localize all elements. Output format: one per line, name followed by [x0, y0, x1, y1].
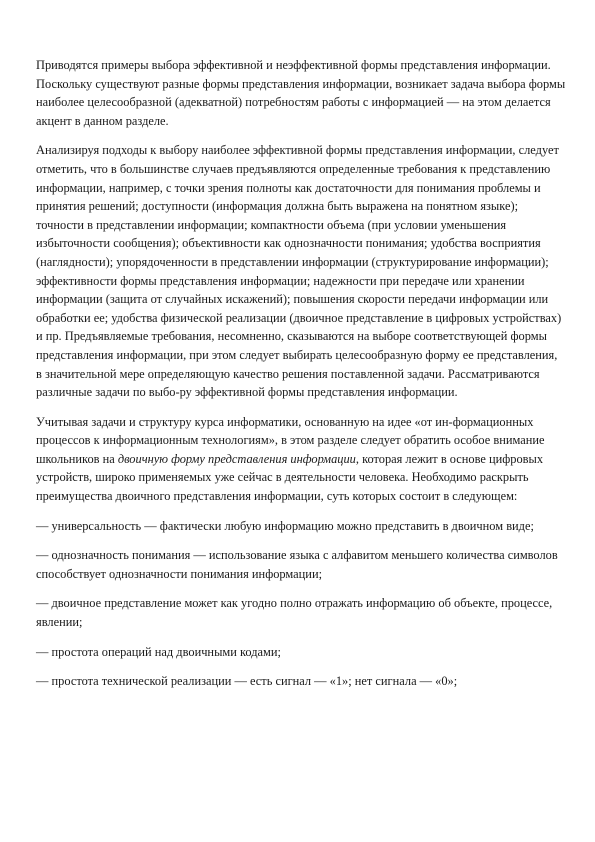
paragraph-requirements: Анализируя подходы к выбору наиболее эффективной формы представления информации, следует отметить, что в большинстве случаев предъявляются определенные требования к представлению информации, например, с точки зрения полноты как достаточности для понимания проблемы и принятия решений; доступности (информация должна быть выражена на понятном языке); точности в представлении информации; компактности объема (при условии уменьшения избыточности сообщения); объективности как однозначности понимания; удобства восприятия (наглядности); упорядоченности в представлении информации (структурирование информации); эффективности формы представления информации; надежности при передаче или хранении информации (защита от случайных искажений); повышения скорости передачи информации или обработки ее; удобства физической реализации (двоичное представление в цифровых устройствах) и пр. Предъявляемые требования, несомненно, сказываются на выборе соответствующей формы представления информации, при этом следует выбирать целесообразную форму ее представления, в значительной мере определяющую качество решения поставленной задачи. Рассматриваются различные задачи по выбо-ру эффективной формы представления информации. — [36, 143, 562, 400]
list-item-unambiguity: — однозначность понимания — использование языка с алфавитом меньшего количества символов способствует однозначности понимания информации; — [36, 548, 558, 581]
emphasis-binary-form: двоичную форму представления информации — [117, 451, 356, 466]
list-item-universality: — универсальность — фактически любую информацию можно представить в двоичном виде; — [36, 518, 534, 533]
paragraph-intro: Приводятся примеры выбора эффективной и неэффективной формы представления информации. Поскольку существуют разные формы представления информации, возникает задача выбора формы наиболее целесообразной (адекватной) потребностям работы с информацией — на этом делается акцент в данном разделе. — [36, 58, 566, 128]
list-item-simple-implementation: — простота технической реализации — есть сигнал — «1»; нет сигнала — «0»; — [36, 674, 458, 689]
paragraph-binary-form-tail: , которая лежит в основе цифровых устройств, широко применяемых уже сейчас в деятельности человека. Необходимо раскрыть преимущества двоичного представления информации, суть которых состоит в следующем: — [36, 451, 544, 504]
document-page — [36, 56, 566, 702]
paragraph-binary-form-lead: Учитывая задачи и структуру курса информатики, основанную на идее «от ин-формационных процессов к информационным технологиям», в этом разделе следует обратить особое внимание школьников на — [36, 414, 545, 466]
list-item-simple-operations: — простота операций над двоичными кодами; — [36, 644, 281, 659]
paragraph-binary-form — [36, 413, 566, 506]
list-item-completeness: — двоичное представление может как угодно полно отражать информацию об объекте, процессе, явлении; — [36, 596, 553, 630]
